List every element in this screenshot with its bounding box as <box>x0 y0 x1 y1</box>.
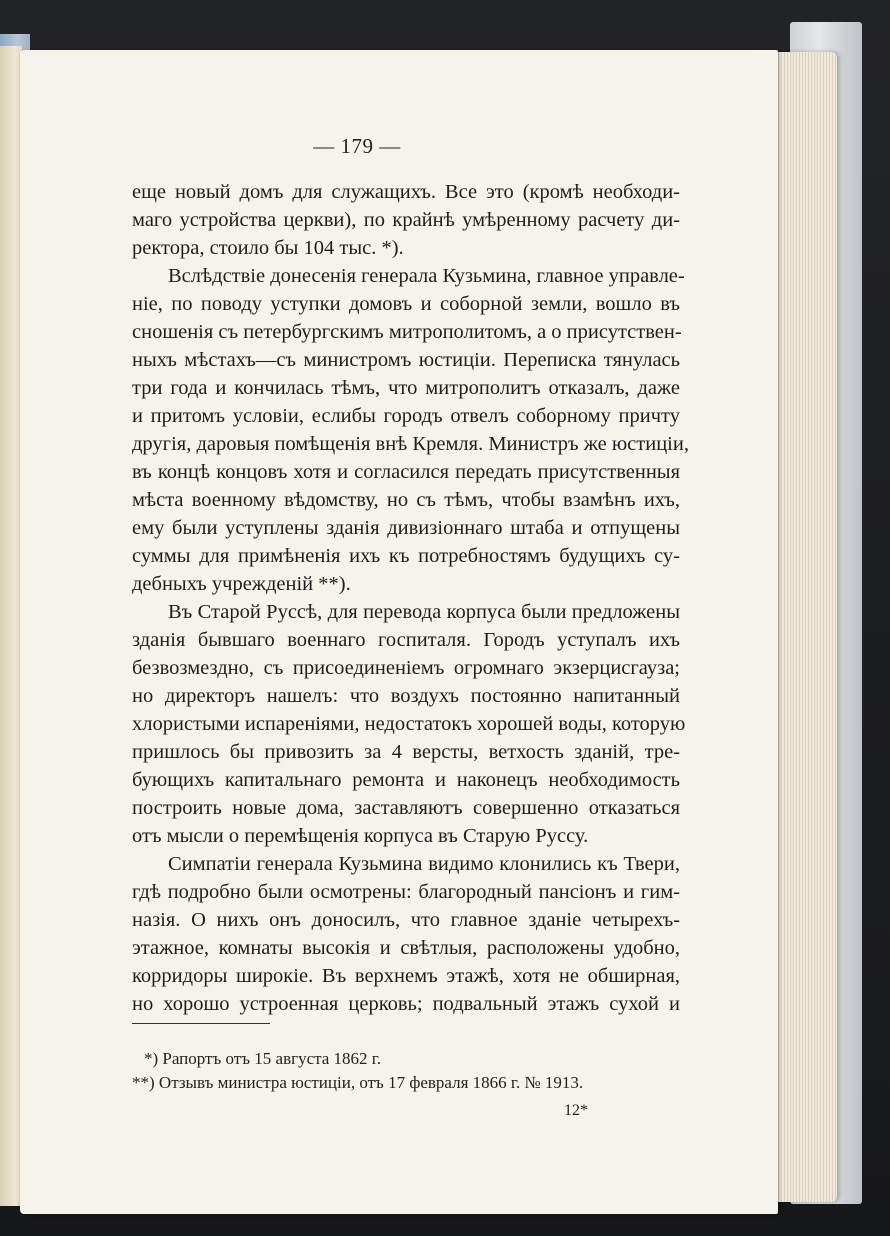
page-number: — 179 — <box>313 134 401 158</box>
text-line: этажное, комнаты высокія и свѣтлыя, расположены удобно, <box>132 937 680 959</box>
text-line: построить новые дома, заставляютъ совершенно отказаться <box>132 797 680 819</box>
text-line: въ концѣ концовъ хотя и согласился передать присутственныя <box>132 461 680 483</box>
text-line: еще новый домъ для служащихъ. Все это (кромѣ необходи- <box>132 181 680 203</box>
text-line: бующихъ капитальнаго ремонта и наконецъ необходимость <box>132 769 680 791</box>
book-page <box>20 50 778 1214</box>
text-line: корридоры широкіе. Въ верхнемъ этажѣ, хотя не обширная, <box>132 965 680 987</box>
text-line: Симпатіи генерала Кузьмина видимо клонились къ Твери, <box>168 853 680 875</box>
text-line: пришлось бы привозить за 4 версты, ветхость зданій, тре- <box>132 741 680 763</box>
text-line: назія. О нихъ онъ доносилъ, что главное зданіе четырехъ- <box>132 909 680 931</box>
signature-mark: 12* <box>564 1102 588 1119</box>
text-line: отъ мысли о перемѣщенія корпуса въ Старую Руссу. <box>132 825 589 847</box>
text-line: ректора, стоило бы 104 тыс. *). <box>132 237 404 259</box>
footnote-divider <box>132 1023 270 1024</box>
text-line: зданія бывшаго военнаго госпиталя. Городъ уступалъ ихъ <box>132 629 680 651</box>
text-line: гдѣ подробно были осмотрены: благородный пансіонъ и гим- <box>132 881 680 903</box>
text-line: мѣста военному вѣдомству, но съ тѣмъ, чтобы взамѣнъ ихъ, <box>132 489 680 511</box>
text-line: безвозмездно, съ присоединеніемъ огромнаго экзерцисгауза; <box>132 657 680 679</box>
text-line: сношенія съ петербургскимъ митрополитомъ, а о присутствен- <box>132 321 682 343</box>
footnote: **) Отзывъ министра юстиціи, отъ 17 февраля 1866 г. № 1913. <box>132 1073 584 1092</box>
text-line: но хорошо устроенная церковь; подвальный этажъ сухой и <box>132 993 680 1015</box>
footnote: *) Рапортъ отъ 15 августа 1862 г. <box>144 1049 382 1068</box>
text-line: ніе, по поводу уступки домовъ и соборной земли, вошло въ <box>132 293 680 315</box>
text-line: и притомъ условіи, еслибы городъ отвелъ соборному причту <box>132 405 680 427</box>
text-line: другія, даровыя помѣщенія внѣ Кремля. Министръ же юстиціи, <box>132 433 689 455</box>
text-line: Вслѣдствіе донесенія генерала Кузьмина, главное управле- <box>168 265 685 287</box>
text-line: ему были уступлены зданія дивизіоннаго штаба и отпущены <box>132 517 680 539</box>
text-line: дебныхъ учрежденій **). <box>132 573 351 595</box>
text-line: маго устройства церкви), по крайнѣ умѣренному расчету ди- <box>132 209 680 231</box>
text-line: три года и кончилась тѣмъ, что митрополитъ отказалъ, даже <box>132 377 680 399</box>
text-line: Въ Старой Руссѣ, для перевода корпуса были предложены <box>168 601 680 623</box>
text-line: ныхъ мѣстахъ—съ министромъ юстиціи. Переписка тянулась <box>132 349 680 371</box>
text-line: но директоръ нашелъ: что воздухъ постоянно напитанный <box>132 685 680 707</box>
text-line: суммы для примѣненія ихъ къ потребностямъ будущихъ су- <box>132 545 680 567</box>
text-line: хлористыми испареніями, недостатокъ хорошей воды, которую <box>132 713 686 735</box>
